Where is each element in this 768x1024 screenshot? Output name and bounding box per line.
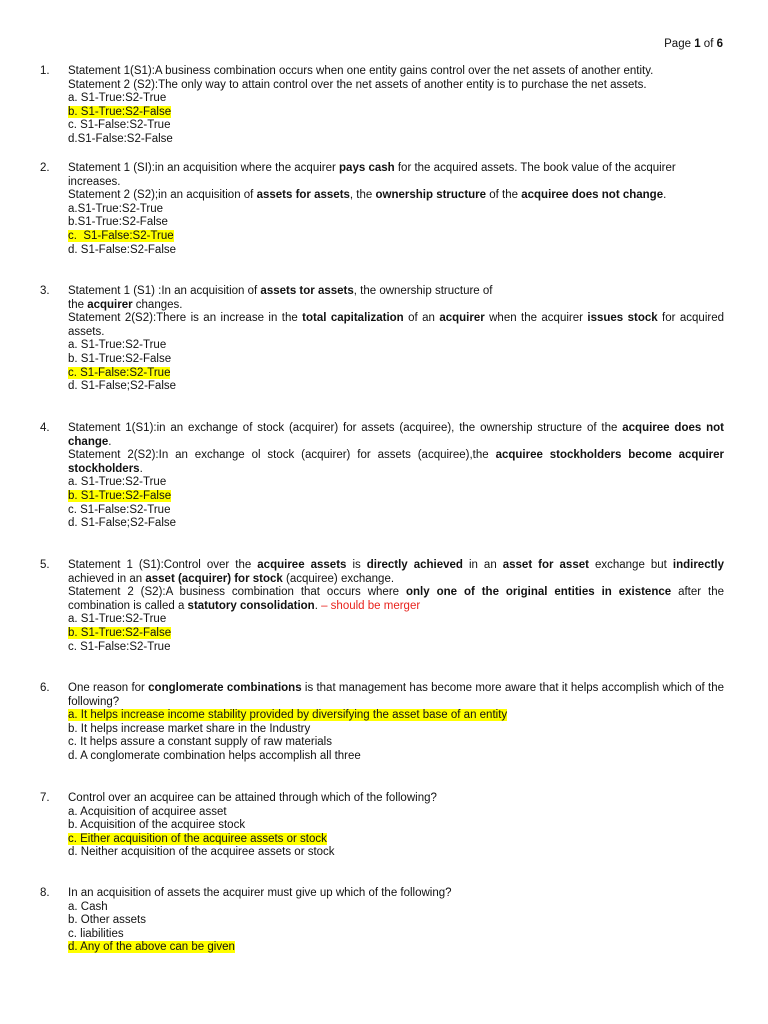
option-b-text: b. It helps increase market share in the Industry — [68, 722, 311, 735]
text-bold: acquirer — [87, 298, 133, 311]
text-bold: ownership structure — [375, 189, 487, 202]
question-8 — [40, 887, 724, 955]
statement-1 — [68, 162, 724, 189]
text: of the — [486, 189, 522, 202]
question-text: In an acquisition of assets the acquirer must give up which of the following? — [68, 887, 452, 899]
statement-1-line-2 — [68, 299, 724, 313]
text-bold: acquiree does not change — [68, 422, 724, 448]
option-b — [68, 723, 724, 737]
statement-2 — [68, 312, 724, 339]
question-6 — [40, 682, 724, 764]
text-bold: total capitalization — [302, 312, 404, 325]
question-number: 6. — [40, 682, 50, 694]
text-bold: statutory consolidation — [187, 599, 315, 612]
option-d — [68, 941, 724, 955]
text: Statement 2 (S2);in an acquisition of — [68, 189, 257, 202]
statement-1: Statement 1(S1):A business combination occurs when one entity gains control over the net assets of another entity. — [68, 65, 654, 77]
option-a-text: a.S1-True:S2-True — [68, 202, 164, 215]
text: is that management has become more aware that it helps accomplish which of the following? — [68, 682, 725, 708]
text-bold: asset (acquirer) for stock — [145, 572, 283, 585]
text-bold: directly achieved — [366, 559, 463, 571]
question-number: 3. — [40, 285, 50, 297]
page-current: 1 — [694, 38, 701, 50]
text: Statement 1 (S1):Control over the — [68, 559, 258, 571]
text-bold: asset for asset — [502, 559, 589, 571]
option-a-text: a. S1-True:S2-True — [68, 92, 167, 105]
text: , the ownership structure of — [353, 285, 493, 297]
option-c — [68, 928, 724, 942]
option-c-text: c. S1-False:S2-True — [68, 640, 171, 653]
option-b — [68, 353, 724, 367]
question-4 — [40, 422, 724, 531]
page-label: Page — [664, 38, 691, 50]
text-bold: acquirer — [439, 312, 485, 325]
statement-2: Statement 2 (S2):The only way to attain control over the net assets of another entity is to purchase the net assets. — [68, 78, 647, 91]
text-bold: issues stock — [587, 312, 658, 325]
text: exchange but — [588, 559, 673, 571]
option-b-answer: b. S1-True:S2-False — [68, 489, 172, 502]
option-b-answer: b. S1-True:S2-False — [68, 626, 172, 639]
text-bold: assets for assets — [256, 189, 350, 202]
statement-2 — [68, 449, 724, 476]
correction-note: – should be merger — [321, 599, 421, 612]
text: after the combination is called a — [68, 586, 724, 612]
option-d — [68, 380, 724, 394]
question-number: 5. — [40, 559, 50, 571]
option-a — [68, 901, 724, 915]
statement-1 — [68, 559, 724, 586]
text-bold: pays cash — [339, 162, 395, 174]
option-d — [68, 750, 724, 764]
text: Statement 2(S2):In an exchange ol stock (acquirer) for assets (acquiree),the — [68, 449, 496, 462]
text-bold: assets tor assets — [260, 285, 354, 297]
question-5 — [40, 559, 724, 654]
text: Statement 2(S2):There is an increase in the — [68, 312, 303, 325]
option-b — [68, 819, 724, 833]
text: One reason for — [68, 682, 149, 694]
option-c-text: c. S1-False:S2-True — [68, 119, 171, 132]
question-number: 1. — [40, 65, 50, 77]
text: of an — [403, 312, 440, 325]
text-bold: acquiree assets — [257, 559, 347, 571]
text: Statement 1(S1):in an exchange of stock (acquirer) for assets (acquiree), the ownership structure of the — [68, 422, 623, 434]
text-bold: acquiree does not change — [521, 189, 664, 202]
question-number: 8. — [40, 887, 50, 899]
option-b — [68, 490, 724, 504]
text: (acquiree) exchange. — [282, 572, 395, 585]
option-b-text: b. Acquisition of the acquiree stock — [68, 819, 246, 832]
text-bold: acquiree stockholders become acquirer stockholders — [68, 449, 724, 475]
question-number: 7. — [40, 792, 50, 804]
page-number — [664, 38, 723, 52]
question-1 — [40, 65, 724, 147]
option-d-answer: d. Any of the above can be given — [68, 941, 235, 954]
text: Statement 2 (S2):A business combination that occurs where — [68, 586, 406, 599]
question-2 — [40, 162, 724, 257]
text-bold: conglomerate combinations — [148, 682, 302, 694]
option-c-text: c. It helps assure a constant supply of raw materials — [68, 736, 332, 749]
text: Statement 1 (SI):in an acquisition where the acquirer — [68, 162, 340, 174]
option-c-text: c. liabilities — [68, 927, 124, 940]
page-of: of — [703, 38, 714, 50]
option-c-answer: c. Either acquisition of the acquiree assets or stock — [68, 832, 327, 845]
option-a — [68, 476, 724, 490]
question-text: Control over an acquiree can be attained through which of the following? — [68, 792, 437, 804]
text-bold: indirectly — [672, 559, 725, 571]
text: the — [68, 298, 88, 311]
option-a — [68, 613, 724, 627]
option-a-text: a. S1-True:S2-True — [68, 476, 167, 489]
text: . — [108, 435, 112, 448]
option-a — [68, 806, 724, 820]
option-d-text: d. S1-False;S2-False — [68, 517, 177, 530]
option-a — [68, 339, 724, 353]
option-b — [68, 627, 724, 641]
option-b — [68, 216, 724, 230]
text: in an — [462, 559, 503, 571]
option-d — [68, 133, 724, 147]
option-a-text: a. Cash — [68, 900, 108, 913]
text: changes. — [132, 298, 183, 311]
option-d — [68, 244, 724, 258]
option-a — [68, 709, 724, 723]
text-bold: only one of the original entities in existence — [406, 586, 672, 599]
option-a-text: a. Acquisition of acquiree asset — [68, 805, 227, 818]
option-c — [68, 367, 724, 381]
statement-1-line-1 — [68, 285, 724, 299]
option-a-text: a. S1-True:S2-True — [68, 613, 167, 626]
text: Statement 1 (S1) :In an acquisition of — [68, 285, 261, 297]
question-3 — [40, 285, 724, 394]
statement-2 — [68, 586, 724, 613]
option-a-answer: a. It helps increase income stability provided by diversifying the asset base of an entity — [68, 709, 508, 722]
text: . — [139, 462, 143, 475]
option-c — [68, 833, 724, 847]
text: , the — [349, 189, 376, 202]
option-c — [68, 119, 724, 133]
text: for the acquired assets. The book value of the acquirer increases. — [68, 162, 676, 188]
option-c — [68, 504, 724, 518]
text: is — [346, 559, 367, 571]
option-d-text: d. S1-False:S2-False — [68, 243, 177, 256]
text: . — [663, 189, 667, 202]
option-d-text: d. A conglomerate combination helps accomplish all three — [68, 749, 361, 762]
option-d — [68, 517, 724, 531]
option-c-answer: c. S1-False:S2-True — [68, 229, 174, 242]
option-b-answer: b. S1-True:S2-False — [68, 105, 172, 118]
option-c — [68, 230, 724, 244]
option-b-text: b. Other assets — [68, 914, 146, 927]
option-b — [68, 914, 724, 928]
option-d — [68, 846, 724, 860]
option-a — [68, 92, 724, 106]
option-b-text: b. S1-True:S2-False — [68, 352, 172, 365]
text: . — [314, 599, 322, 612]
question-number: 2. — [40, 162, 50, 174]
statement-2 — [68, 189, 724, 203]
option-a — [68, 203, 724, 217]
option-c — [68, 641, 724, 655]
statement-1 — [68, 422, 724, 449]
page-total: 6 — [716, 38, 723, 50]
text: achieved in an — [68, 572, 146, 585]
question-7 — [40, 792, 724, 860]
option-c — [68, 736, 724, 750]
option-b — [68, 106, 724, 120]
option-a-text: a. S1-True:S2-True — [68, 339, 167, 352]
text: when the acquirer — [484, 312, 588, 325]
option-d-text: d. Neither acquisition of the acquiree assets or stock — [68, 846, 335, 859]
option-b-text: b.S1-True:S2-False — [68, 216, 168, 229]
option-d-text: d.S1-False:S2-False — [68, 132, 173, 145]
text: for acquired assets. — [68, 312, 724, 338]
question-text — [68, 682, 724, 709]
option-d-text: d. S1-False;S2-False — [68, 380, 177, 393]
option-c-answer: c. S1-False:S2-True — [68, 366, 171, 379]
option-c-text: c. S1-False:S2-True — [68, 503, 171, 516]
question-number: 4. — [40, 422, 50, 434]
